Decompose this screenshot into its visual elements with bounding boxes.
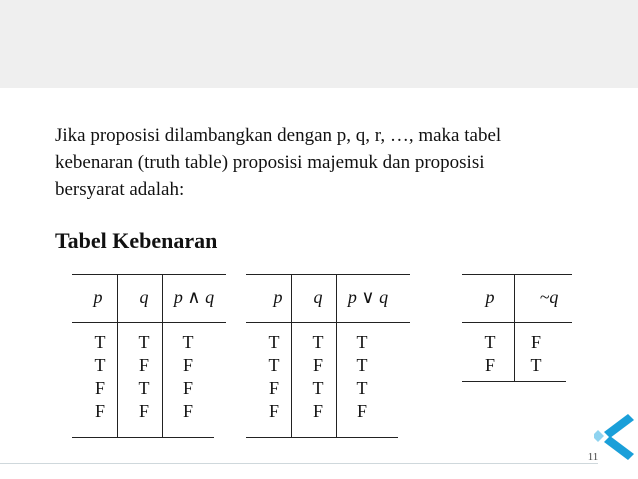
table-or-cell: F [268,378,279,398]
table-or-cell: T [356,355,368,375]
table-not-header-p: p [485,287,495,307]
section-title: Tabel Kebenaran [55,228,218,253]
table-and-cell: F [138,355,149,375]
table-and-cell: T [94,355,106,375]
table-and-cell: F [182,355,193,375]
table-or-cell: T [356,378,368,398]
table-and-cell: T [138,378,150,398]
table-and-cell: F [94,401,105,421]
intro-line-1: Jika proposisi dilambangkan dengan p, q, r, …, maka tabel [55,125,502,146]
table-or-cell: T [312,332,324,352]
table-not-cell: F [484,355,495,375]
table-not-cell: F [530,332,541,352]
table-and-cell: T [94,332,106,352]
truth-table-and [72,274,226,438]
table-not-header-not-q: ~q [539,287,559,307]
table-and-cell: F [182,401,193,421]
table-and-cell: T [138,332,150,352]
table-and-header-p-and-q: p ∧ q [173,287,215,307]
table-or-cell: F [356,401,367,421]
table-and-cell: T [182,332,194,352]
table-or-cell: F [312,355,323,375]
table-or-header-p-or-q: p ∨ q [347,287,389,307]
table-or-header-p: p [273,287,283,307]
header-band [0,0,638,88]
table-or-cell: F [268,401,279,421]
table-or-cell: F [312,401,323,421]
table-or-cell: T [268,355,280,375]
table-not-cell: T [530,355,542,375]
page-number: 11 [587,451,599,463]
table-and-header-p: p [93,287,103,307]
table-or-header-q: q [313,287,323,307]
truth-table-or [246,274,410,438]
logo-icon [594,412,634,462]
table-or-cell: T [268,332,280,352]
intro-line-2: kebenaran (truth table) proposisi majemuk dan proposisi [55,152,485,173]
table-and-cell: F [182,378,193,398]
table-and-header-q: q [139,287,149,307]
footer-divider [0,463,598,464]
table-or-cell: T [356,332,368,352]
table-and-cell: F [94,378,105,398]
table-or-cell: T [312,378,324,398]
table-and-cell: F [138,401,149,421]
table-not-cell: T [484,332,496,352]
intro-paragraph [55,122,595,203]
intro-line-3: bersyarat adalah: [55,179,185,200]
truth-table-not [462,274,574,384]
